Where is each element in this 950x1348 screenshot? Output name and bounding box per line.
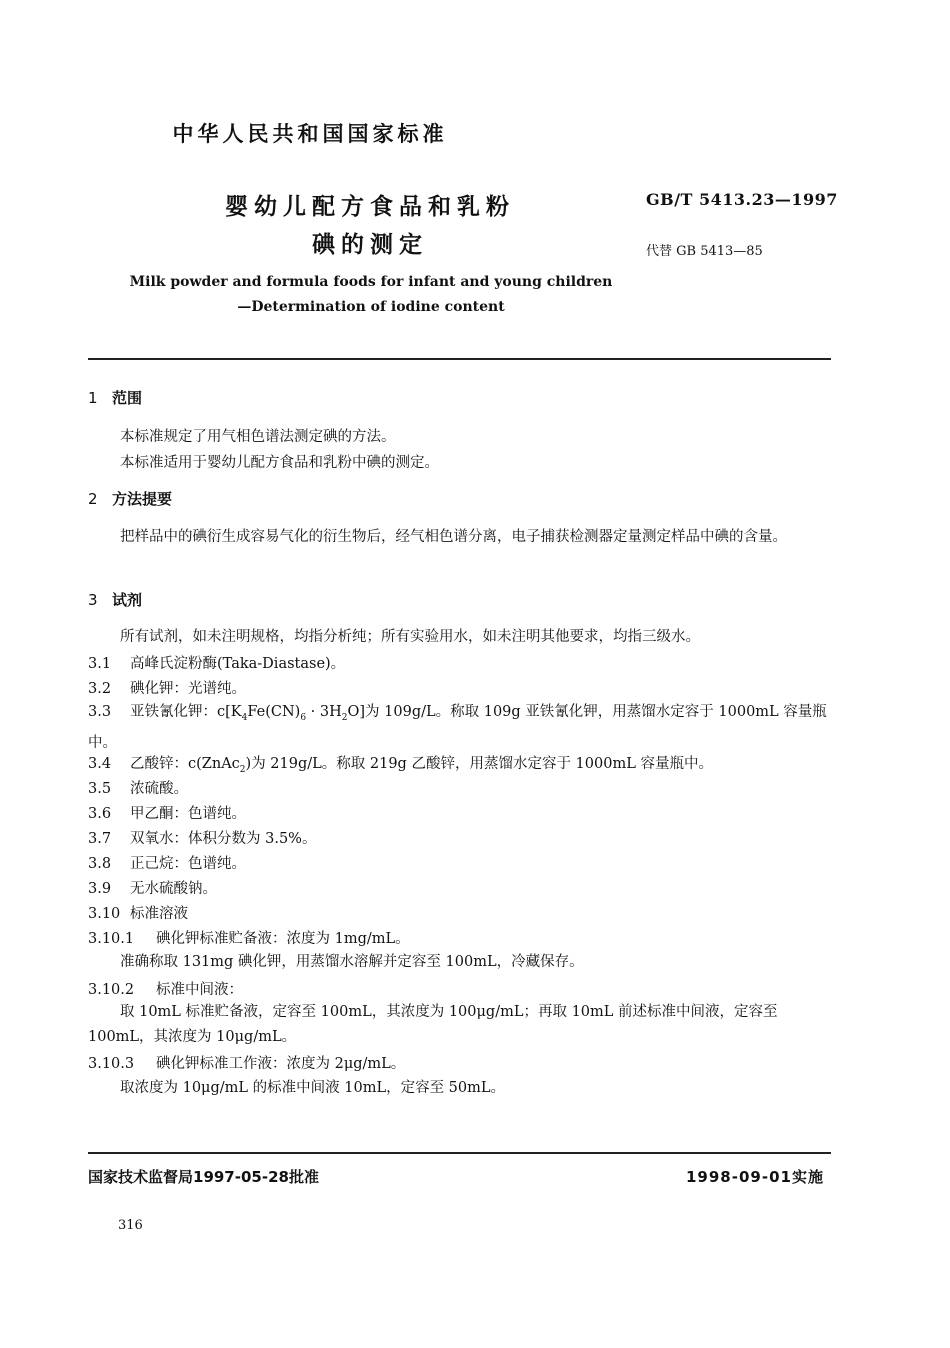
- section-1-paragraph-2: 本标准适用于婴幼儿配方食品和乳粉中碘的测定。: [120, 455, 439, 471]
- section-number: 1: [88, 389, 98, 407]
- replaces-standard: 代替 GB 5413—85: [646, 244, 763, 259]
- list-item: 3.9 无水硫酸钠。: [88, 881, 217, 897]
- sub-item: 3.10.2 标准中间液：: [88, 982, 243, 998]
- page-number: 316: [118, 1218, 143, 1233]
- section-number: 3: [88, 591, 98, 609]
- list-item: 3.2 碘化钾：光谱纯。: [88, 681, 246, 697]
- list-item: 3.10 标准溶液: [88, 906, 188, 922]
- list-item: 3.8 正己烷：色谱纯。: [88, 856, 246, 872]
- sub-item-detail: 取浓度为 10μg/mL 的标准中间液 10mL，定容至 50mL。: [120, 1080, 506, 1096]
- section-number: 2: [88, 490, 98, 508]
- sub-item: 3.10.1 碘化钾标准贮备液：浓度为 1mg/mL。: [88, 931, 410, 947]
- section-3-intro: 所有试剂，如未注明规格，均指分析纯；所有实验用水，如未注明其他要求，均指三级水。: [120, 629, 700, 645]
- section-1-heading: [88, 387, 142, 408]
- list-item: 3.6 甲乙酮：色谱纯。: [88, 806, 246, 822]
- section-3-heading: [88, 589, 142, 610]
- footer-divider: [88, 1152, 831, 1154]
- section-1-paragraph-1: 本标准规定了用气相色谱法测定碘的方法。: [120, 429, 396, 445]
- list-item: 3.1 高峰氏淀粉酶(Taka-Diastase)。: [88, 656, 346, 672]
- section-title: 方法提要: [112, 490, 173, 508]
- standard-name: 中华人民共和国国家标准: [172, 122, 448, 146]
- list-item: 3.4 乙酸锌：c(ZnAc$_2$)为 219g/L。称取 219g 乙酸锌，用蒸馏水定容于 1000mL 容量瓶中。: [88, 756, 713, 775]
- list-item: 3.7 双氧水：体积分数为 3.5%。: [88, 831, 317, 847]
- sub-item-detail: 取 10mL 标准贮备液，定容至 100mL，其浓度为 100μg/mL；再取 10mL 前述标准中间液，定容至 100mL，其浓度为 10μg/mL。: [88, 1004, 778, 1045]
- english-title-line1: Milk powder and formula foods for infant and young children: [129, 274, 613, 290]
- sub-item-detail: 准确称取 131mg 碘化钾，用蒸馏水溶解并定容至 100mL，冷藏保存。: [120, 954, 584, 970]
- standard-code: GB/T 5413.23—1997: [646, 190, 838, 209]
- sub-item: 3.10.3 碘化钾标准工作液：浓度为 2μg/mL。: [88, 1056, 406, 1072]
- english-title-line2: —Determination of iodine content: [237, 299, 505, 315]
- approval-date: 国家技术监督局1997-05-28批准: [88, 1168, 319, 1186]
- list-item: 3.5 浓硫酸。: [88, 781, 188, 797]
- section-title: 试剂: [112, 591, 143, 609]
- list-item: 3.3 亚铁氰化钾：$c[K_4Fe(CN)_6 \cdot 3H_2O]$为 109g/L。称取 109g 亚铁氰化钾，用蒸馏水定容于 1000mL 容量瓶中。: [88, 704, 827, 751]
- section-2-heading: [88, 488, 172, 509]
- header-divider: [88, 358, 831, 360]
- section-title: 范围: [112, 389, 143, 407]
- implementation-date: 1998-09-01实施: [686, 1168, 824, 1186]
- document-title-line2: 碘的测定: [312, 232, 428, 258]
- section-2-paragraph: 把样品中的碘衍生成容易气化的衍生物后，经气相色谱分离，电子捕获检测器定量测定样品中碘的含量。: [120, 529, 787, 545]
- document-title-line1: 婴幼儿配方食品和乳粉: [225, 194, 515, 220]
